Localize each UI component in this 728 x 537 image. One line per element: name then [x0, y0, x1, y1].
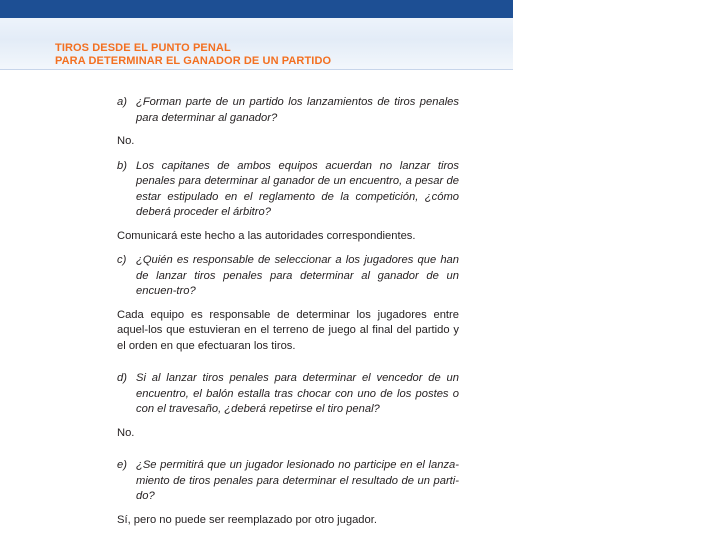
question-text: Si al lanzar tiros penales para determinar el vencedor de un encuentro, el balón estalla tras chocar con uno de los postes o con el travesaño, ¿deberá repetirse el tiro penal?: [136, 372, 459, 415]
question-marker: a): [117, 96, 127, 108]
section-title-line-1: TIROS DESDE EL PUNTO PENAL: [55, 42, 231, 54]
question-b: [117, 159, 459, 221]
question-c: [117, 253, 459, 300]
question-d: [117, 371, 459, 418]
qa-item-c: [117, 253, 459, 354]
qa-list: [117, 95, 459, 537]
question-marker: e): [117, 459, 127, 471]
section-title-line-2: PARA DETERMINAR EL GANADOR DE UN PARTIDO: [55, 55, 332, 67]
answer-d: No.: [117, 426, 135, 439]
answer-b: Comunicará este hecho a las autoridades correspondientes.: [117, 229, 416, 242]
question-marker: b): [117, 159, 127, 172]
question-a: [117, 95, 459, 126]
qa-item-b: [117, 159, 459, 245]
answer-a: No.: [117, 135, 135, 147]
question-text: Los capitanes de ambos equipos acuerdan no lanzar tiros penales para determinar al ganador de un encuentro, a pesar de estar estipulado en el reglamento de la competición, ¿cómo deberá proceder el árbitro?: [136, 159, 459, 218]
question-marker: c): [117, 254, 127, 266]
answer-c: Cada equipo es responsable de determinar los jugadores entre aquel-los que estuvieran en el terreno de juego al final del partido y el orden en que efectuaran los tiros.: [117, 308, 459, 352]
qa-item-e: [117, 458, 459, 528]
section-title: [55, 42, 331, 68]
qa-item-d: [117, 371, 459, 441]
question-text: ¿Quién es responsable de seleccionar a los jugadores que han de lanzar tiros penales para determinar al ganador de un encuen-tro?: [136, 254, 459, 297]
question-text: ¿Forman parte de un partido los lanzamientos de tiros penales para determinar al ganador?: [136, 96, 459, 124]
header-divider: [0, 69, 513, 70]
question-marker: d): [117, 372, 127, 384]
question-e: [117, 458, 459, 505]
qa-item-a: [117, 95, 459, 150]
question-text: ¿Se permitirá que un jugador lesionado no participe en el lanza-miento de tiros penales para determinar el resultado de un parti-do?: [136, 459, 459, 502]
header-bar: [0, 0, 513, 18]
answer-e: Sí, pero no puede ser reemplazado por otro jugador.: [117, 513, 377, 526]
